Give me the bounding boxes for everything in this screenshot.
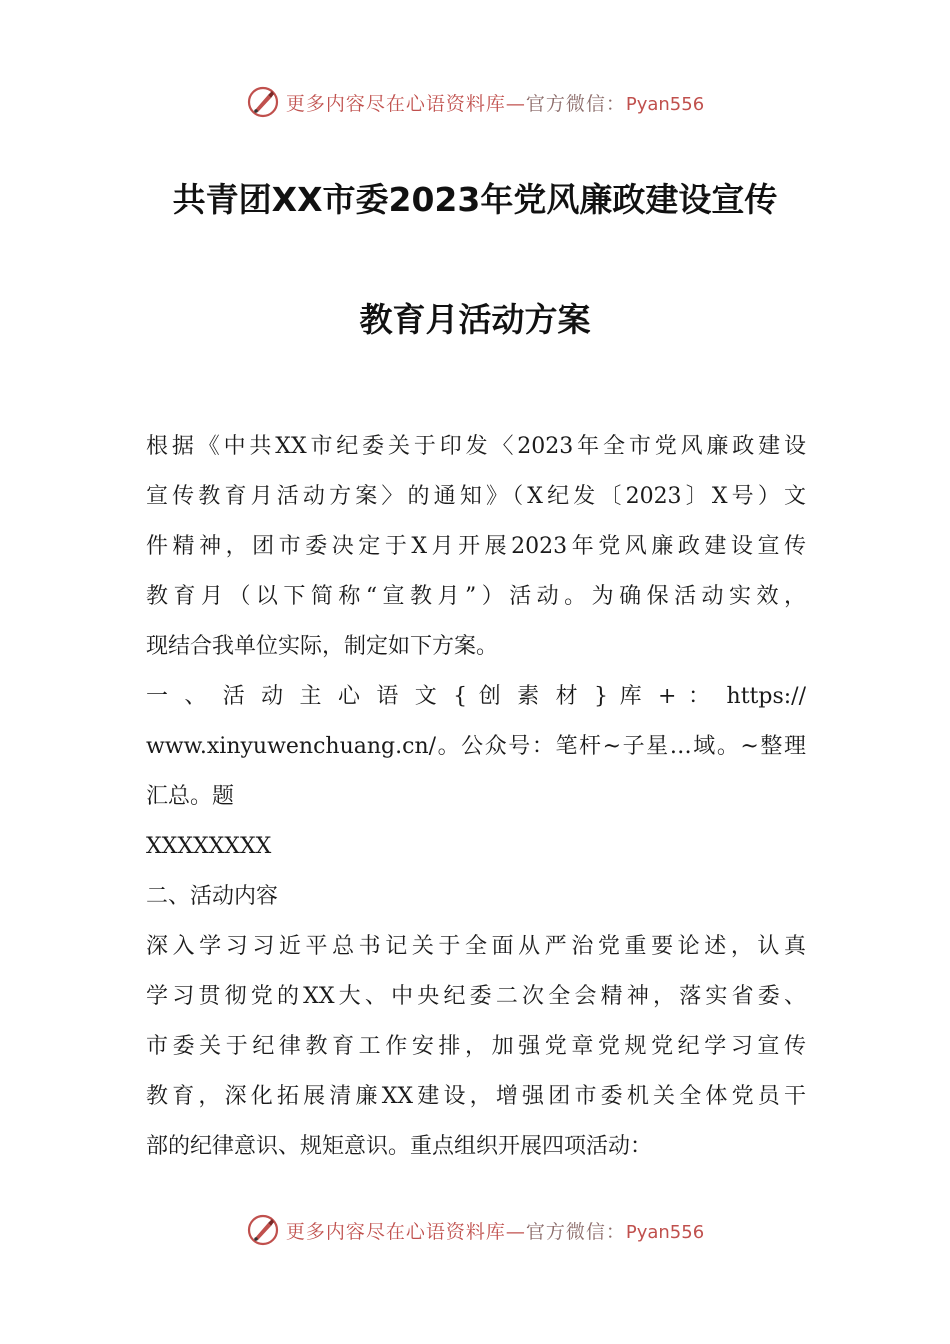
paragraph-line: 教育，深化拓展清廉XX建设，增强团市委机关全体党员干 <box>146 1084 806 1109</box>
pen-circle-logo-icon <box>246 1213 280 1247</box>
paragraph-line: XXXXXXXX <box>146 834 272 859</box>
paragraph-line: 根据《中共XX市纪委关于印发〈2023年全市党风廉政建设 <box>146 434 806 459</box>
paragraph-line: 件精神，团市委决定于X月开展2023年党风廉政建设宣传 <box>146 534 806 559</box>
paragraph-line: 部的纪律意识、规矩意识。重点组织开展四项活动： <box>146 1134 653 1159</box>
footer-watermark-banner <box>0 1210 950 1250</box>
paragraph-line: 宣传教育月活动方案〉的通知》（X纪发〔2023〕X号）文 <box>146 484 806 509</box>
section-heading-2: 二、活动内容 <box>146 884 279 909</box>
paragraph-line: 教育月（以下简称“宣教月”）活动。为确保活动实效， <box>146 584 806 609</box>
section-heading-1: 一 、 活 动 主 心 语 文 { 创 素 材 } 库 + ： https:// <box>146 684 806 709</box>
paragraph-line: 深入学习习近平总书记关于全面从严治党重要论述，认真 <box>146 934 806 959</box>
paragraph-line: 现结合我单位实际，制定如下方案。 <box>146 634 499 659</box>
page-title-line-2: 教育月活动方案 <box>359 300 591 339</box>
paragraph-line: www.xinyuwenchuang.cn/。公众号：笔杆~子星…域。~整理 <box>146 734 806 759</box>
document-body <box>146 422 806 1172</box>
pen-circle-logo-icon <box>246 85 280 119</box>
paragraph-line: 汇总。题 <box>146 784 235 809</box>
banner-text: 更多内容尽在心语资料库—官方微信：Pyan556 <box>285 1220 705 1243</box>
header-watermark-banner <box>0 82 950 122</box>
paragraph-line: 学习贯彻党的XX大、中央纪委二次全会精神，落实省委、 <box>146 984 806 1009</box>
paragraph-line: 市委关于纪律教育工作安排，加强党章党规党纪学习宣传 <box>146 1034 806 1059</box>
banner-text: 更多内容尽在心语资料库—官方微信：Pyan556 <box>285 92 705 115</box>
page-title-line-1: 共青团XX市委2023年党风廉政建设宣传 <box>172 180 778 219</box>
